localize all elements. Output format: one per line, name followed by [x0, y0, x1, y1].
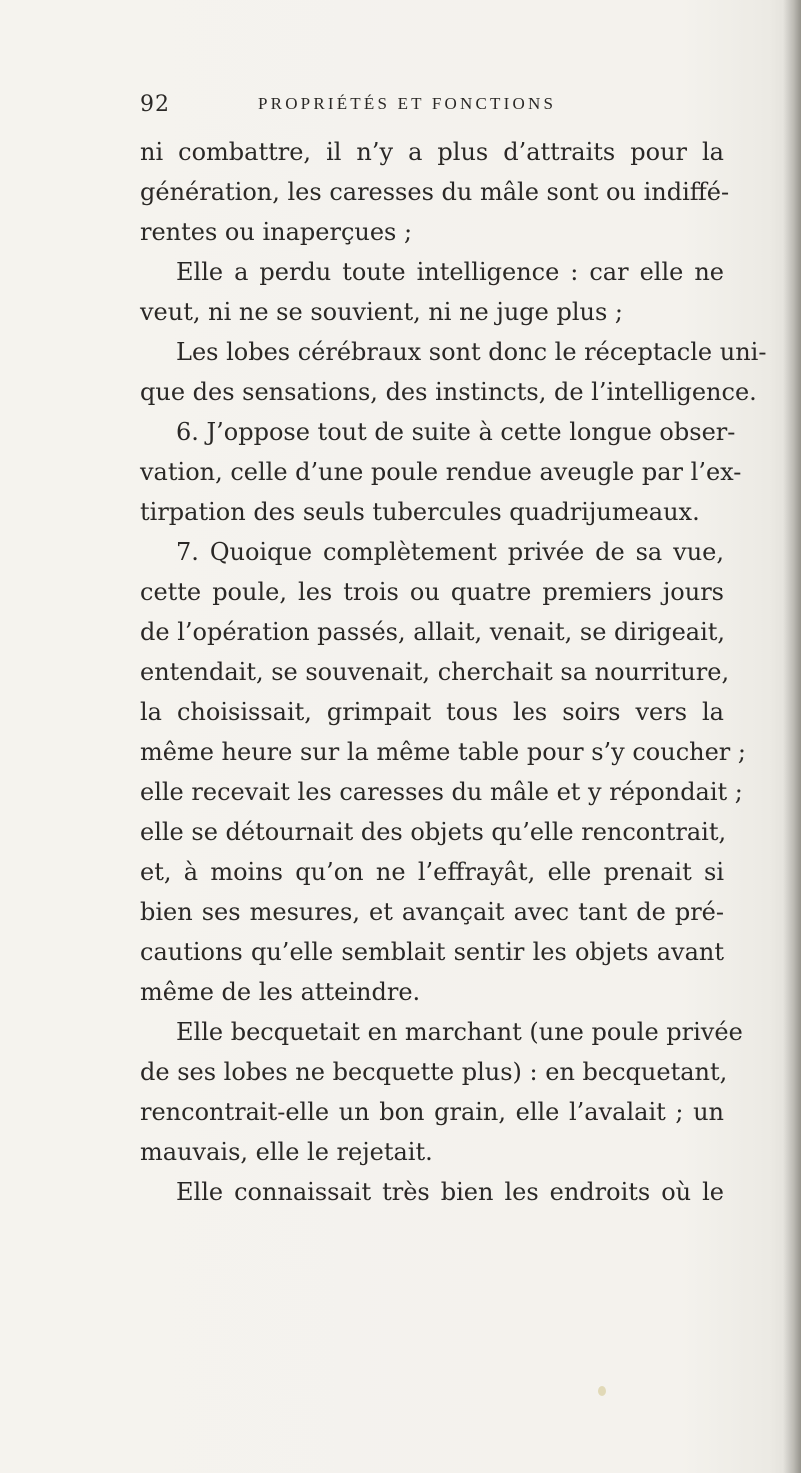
text-line: cette poule, les trois ou quatre premiers jours	[140, 578, 724, 606]
page-edge-shadow	[783, 0, 801, 1473]
text-line: de ses lobes ne becquette plus) : en becquetant,	[140, 1058, 728, 1086]
text-line: 6. J’oppose tout de suite à cette longue obser-	[176, 418, 736, 446]
text-line: mauvais, elle le rejetait.	[140, 1138, 433, 1166]
running-head: PROPRIÉTÉS ET FONCTIONS	[258, 94, 557, 113]
text-line: elle se détournait des objets qu’elle rencontrait,	[140, 818, 727, 846]
text-line: ni combattre, il n’y a plus d’attraits pour la	[140, 138, 724, 166]
text-line: Les lobes cérébraux sont donc le réceptacle uni-	[176, 338, 767, 366]
page-number: 92	[140, 92, 170, 117]
text-line: bien ses mesures, et avançait avec tant de pré-	[140, 898, 724, 926]
text-line: Elle becquetait en marchant (une poule privée	[176, 1018, 743, 1046]
text-line: 7. Quoique complètement privée de sa vue,	[176, 538, 724, 566]
text-line: même de les atteindre.	[140, 978, 421, 1006]
text-line: génération, les caresses du mâle sont ou indiffé-	[140, 178, 730, 206]
text-line: entendait, se souvenait, cherchait sa nourriture,	[140, 658, 730, 686]
text-line: vation, celle d’une poule rendue aveugle par l’ex-	[140, 458, 742, 486]
text-line: elle recevait les caresses du mâle et y répondait ;	[140, 778, 743, 806]
text-line: Elle a perdu toute intelligence : car elle ne	[176, 258, 724, 286]
text-line: la choisissait, grimpait tous les soirs vers la	[140, 698, 724, 726]
body-text	[140, 132, 767, 1212]
text-line: cautions qu’elle semblait sentir les objets avant	[140, 938, 724, 966]
text-line: veut, ni ne se souvient, ni ne juge plus ;	[140, 298, 624, 326]
paper-fleck	[598, 1386, 606, 1396]
page-header	[140, 92, 660, 120]
text-line: que des sensations, des instincts, de l’intelligence.	[140, 378, 757, 406]
text-line: même heure sur la même table pour s’y coucher ;	[140, 738, 746, 766]
text-line: Elle connaissait très bien les endroits où le	[176, 1178, 724, 1206]
text-line: rencontrait-elle un bon grain, elle l’avalait ; un	[140, 1098, 724, 1126]
text-line: de l’opération passés, allait, venait, se dirigeait,	[140, 618, 726, 646]
text-line: et, à moins qu’on ne l’effrayât, elle prenait si	[140, 858, 724, 886]
text-line: tirpation des seuls tubercules quadrijumeaux.	[140, 498, 700, 526]
text-line: rentes ou inaperçues ;	[140, 218, 413, 246]
